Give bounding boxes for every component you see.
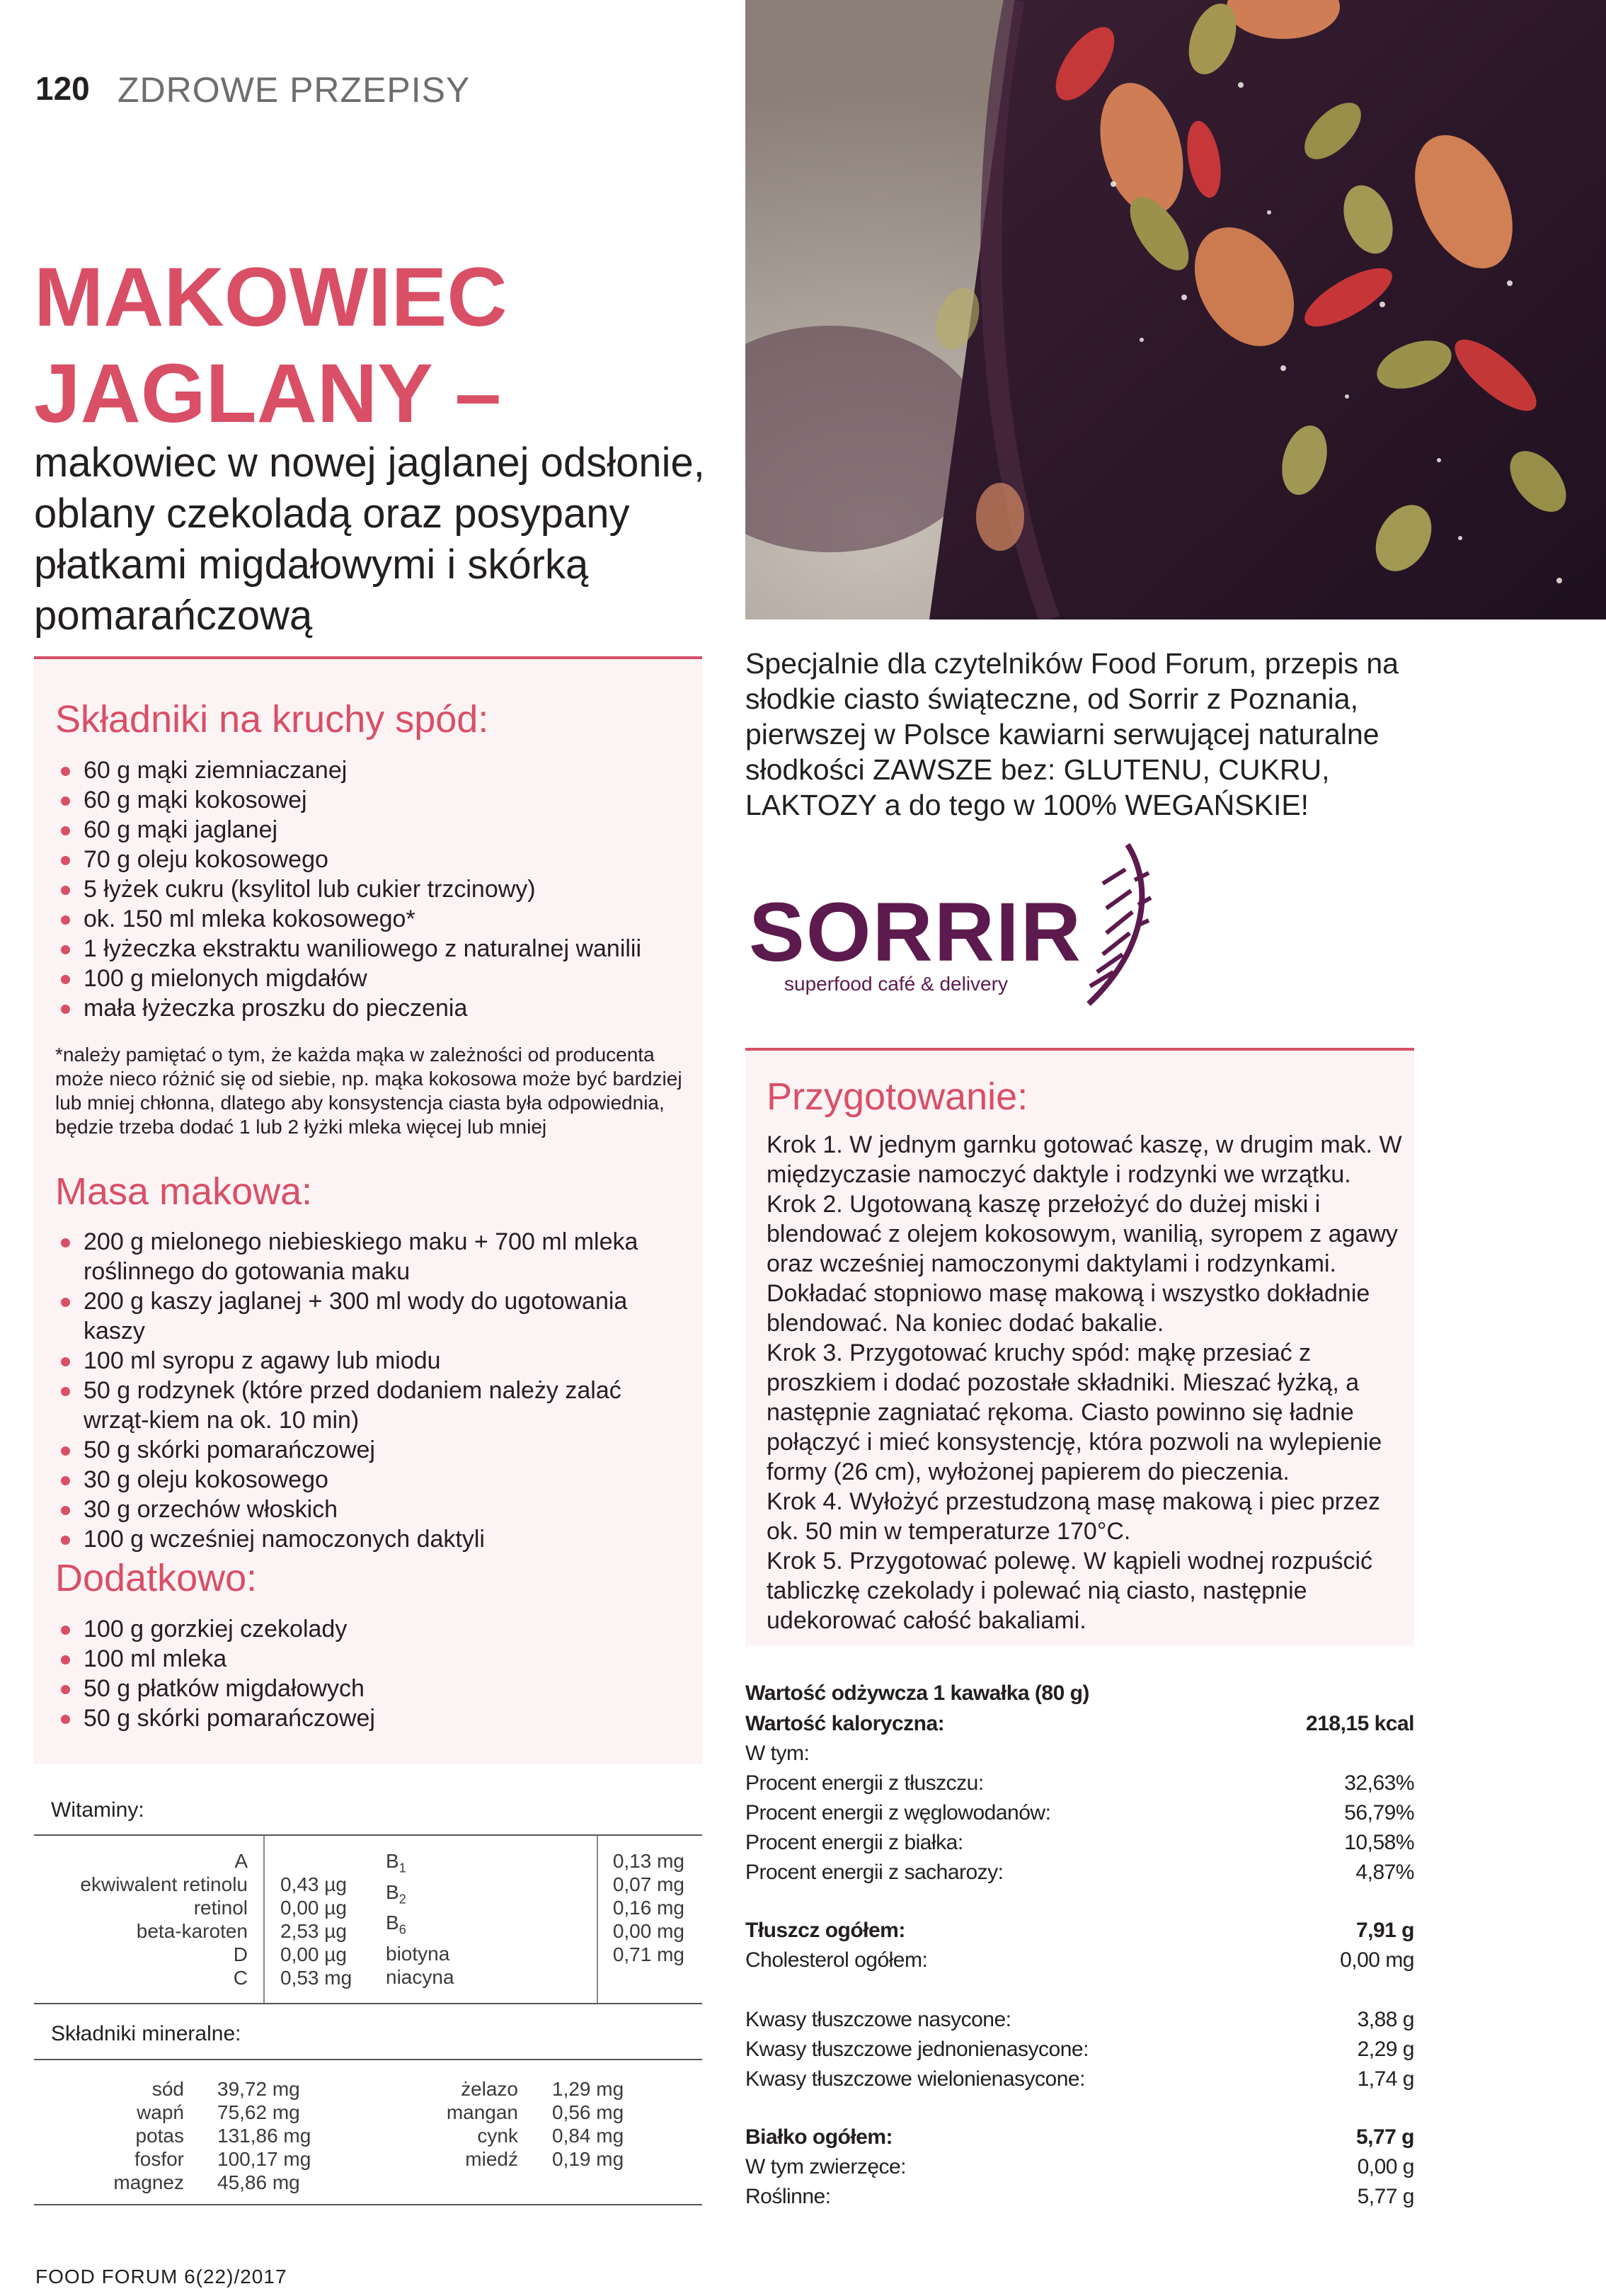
nutrition-row: Procent energii z sacharozy: 4,87% [745, 1861, 1414, 1884]
preparation-steps [767, 1130, 1404, 1635]
base-heading: Składniki na kruchy spód: [55, 698, 489, 741]
title-line-2: JAGLANY – [34, 347, 502, 440]
vitamin-value: 0,16 mg [612, 1897, 684, 1919]
mineral-value: 100,17 mg [217, 2148, 311, 2170]
sorrir-logo [749, 841, 1145, 1004]
list-item: ok. 150 ml mleka kokosowego* [55, 904, 678, 934]
nutrition-row: Procent energii z białka: 10,58% [745, 1831, 1414, 1854]
step-3: Krok 3. Przygotować kruchy spód: mąkę przesiać z proszkiem i dodać pozostałe składniki. Mieszać łyżką, a następnie zagniatać rękoma. Ciasto powinno się ładnie połączyć i mieć konsystencję, która pozwoli na wylepienie formy (26 cm), wyłożonej papierem do pieczenia. [767, 1340, 1382, 1485]
nutrition-row: Kwasy tłuszczowe wielonienasycone: 1,74 g [745, 2067, 1414, 2091]
list-item: 100 g gorzkiej czekolady [55, 1614, 678, 1644]
vitamin-value [280, 1849, 379, 1873]
mineral-value: 45,86 mg [217, 2171, 300, 2193]
vitamin-name: $B_6$ [386, 1912, 406, 1937]
nutrition-row: Białko ogółem: 5,77 g [745, 2125, 1414, 2149]
step-4: Krok 4. Wyłożyć przestudzoną masę makową i piec przez ok. 50 min w temperaturze 170°C. [767, 1488, 1381, 1545]
vitamin-name: biotyna [386, 1942, 450, 1965]
title-line-1: MAKOWIEC [34, 251, 507, 344]
vitamin-values-left [280, 1849, 379, 1989]
nutrition-heading: Wartość odżywcza 1 kawałka (80 g) [745, 1681, 1089, 1705]
poppy-ingredients-list [55, 1227, 692, 1554]
nutrition-row: Cholesterol ogółem: 0,00 mg [745, 1948, 1414, 1972]
vitamin-names-left [34, 1849, 248, 1989]
list-item: 100 g wcześniej namoczonych daktyli [55, 1524, 692, 1554]
mineral-value: 131,86 mg [217, 2125, 311, 2147]
mineral-name: fosfor [134, 2148, 184, 2170]
list-item: mała łyżeczka proszku do pieczenia [55, 993, 678, 1023]
vitamin-name: $B_2$ [386, 1880, 406, 1907]
mineral-name: cynk [477, 2125, 518, 2147]
list-item: 30 g oleju kokosowego [55, 1465, 692, 1495]
vitamin-names-right [386, 1849, 527, 1989]
nutrition-row: Kwasy tłuszczowe jednonienasycone: 2,29 g [745, 2038, 1414, 2061]
nutrition-row: Tłuszcz ogółem: 7,91 g [745, 1919, 1414, 1942]
list-item: 50 g rodzynek (które przed dodaniem należy zalać wrząt-kiem na ok. 10 min) [55, 1376, 692, 1435]
vitamin-value: 0,00 µg [280, 1943, 347, 1965]
nutrition-row: Procent energii z węglowodanów: 56,79% [745, 1801, 1414, 1824]
list-item: 200 g mielonego niebieskiego maku + 700 ml mleka roślinnego do gotowania maku [55, 1227, 692, 1286]
vitamin-value: 0,13 mg [612, 1850, 684, 1872]
intro-text: Specjalnie dla czytelników Food Forum, przepis na słodkie ciasto świąteczne, od Sorrir z Poznania, pierwszej w Polsce kawiarni serwującej naturalne słodkości ZAWSZE bez: GLUTENU, CUKRU, LAKTOZY a do tego w 100% WEGAŃSKIE! [745, 647, 1399, 821]
list-item: 60 g mąki jaglanej [55, 815, 678, 845]
vitamins-rule-top [34, 1834, 702, 1836]
leaf-icon [1046, 841, 1152, 1018]
mineral-names-left [42, 2077, 184, 2194]
minerals-rule-bottom [34, 2204, 702, 2205]
recipe-title [34, 249, 507, 442]
nutrition-row: W tym zwierzęce: 0,00 g [745, 2155, 1414, 2178]
mineral-value: 0,84 mg [552, 2125, 624, 2147]
mineral-values-right [552, 2077, 665, 2171]
vitamin-name: $B_1$ [386, 1850, 406, 1875]
logo-wordmark: SORRIR [749, 886, 1082, 979]
vitamin-name: retinol [193, 1897, 248, 1919]
list-item: 100 g mielonych migdałów [55, 964, 678, 993]
list-item: 5 łyżek cukru (ksylitol lub cukier trzcinowy) [55, 874, 678, 904]
nutrition-row: Kwasy tłuszczowe nasycone: 3,88 g [745, 2008, 1414, 2031]
mineral-name: sód [151, 2078, 184, 2100]
vitamins-rule-bottom [34, 2003, 702, 2004]
mineral-names-right [396, 2077, 518, 2171]
recipe-subtitle: makowiec w nowej jaglanej odsłonie, oblany czekoladą oraz posypany płatkami migdałowymi i skórką pomarańczową [34, 440, 705, 639]
mineral-value: 0,19 mg [552, 2148, 624, 2170]
list-item: 50 g skórki pomarańczowej [55, 1703, 678, 1733]
vitamin-value: 0,53 mg [280, 1967, 352, 1989]
vitamin-name: niacyna [386, 1965, 454, 1988]
mineral-values-left [217, 2077, 359, 2194]
list-item: 50 g płatków migdałowych [55, 1674, 678, 1703]
page-number: 120 [35, 70, 90, 107]
nutrition-row: Procent energii z tłuszczu: 32,63% [745, 1771, 1414, 1795]
minerals-label: Składniki mineralne: [51, 2022, 241, 2045]
step-1: Krok 1. W jednym garnku gotować kaszę, w drugim mak. W międzyczasie namoczyć daktyle i rodzynki we wrzątku. [767, 1131, 1402, 1188]
mineral-name: miedź [465, 2148, 518, 2170]
logo-tagline: superfood café & delivery [784, 973, 1008, 995]
list-item: 60 g mąki ziemniaczanej [55, 755, 678, 785]
vitamin-value: 2,53 µg [280, 1920, 347, 1942]
list-item: 30 g orzechów włoskich [55, 1495, 692, 1524]
section-title: ZDROWE PRZEPISY [117, 70, 471, 110]
mineral-name: mangan [446, 2101, 518, 2123]
vitamins-divider-1 [263, 1836, 265, 2003]
extra-heading: Dodatkowo: [55, 1557, 258, 1599]
vitamin-name: ekwiwalent retinolu [80, 1873, 248, 1895]
nutrition-row: Wartość kaloryczna: 218,15 kcal [745, 1712, 1414, 1735]
vitamin-value: 0,00 mg [612, 1920, 684, 1942]
step-5: Krok 5. Przygotować polewę. W kąpieli wodnej rozpuścić tabliczkę czekolady i polewać nią ciasto, następnie udekorować całość bakaliami. [767, 1548, 1373, 1634]
poppy-heading: Masa makowa: [55, 1170, 313, 1213]
preparation-heading: Przygotowanie: [767, 1075, 1028, 1118]
mineral-name: wapń [137, 2101, 184, 2123]
cake-photo [745, 0, 1606, 619]
mineral-name: żelazo [461, 2078, 518, 2100]
vitamin-name: beta-karoten [136, 1920, 248, 1942]
flour-note: *należy pamiętać o tym, że każda mąka w zależności od producenta może nieco różnić się od siebie, np. mąka kokosowa może być bardziej lub mniej chłonna, dlatego aby konsystencja ciasta była odpowiednia, będzie trzeba dodać 1 lub 2 łyżki mleka więcej lub mniej [55, 1044, 682, 1138]
nutrition-row: W tym: [745, 1742, 810, 1765]
vitamin-name: C [233, 1967, 248, 1989]
vitamin-value: 0,71 mg [612, 1943, 684, 1965]
mineral-name: potas [135, 2125, 184, 2147]
mineral-value: 0,56 mg [552, 2101, 624, 2123]
mineral-value: 75,62 mg [217, 2101, 300, 2123]
footer-issue: FOOD FORUM 6(22)/2017 [35, 2266, 287, 2288]
list-item: 100 ml syropu z agawy lub miodu [55, 1346, 692, 1376]
nutrition-row: Roślinne: 5,77 g [745, 2185, 1414, 2208]
base-ingredients-list [55, 755, 678, 1023]
list-item: 1 łyżeczka ekstraktu waniliowego z naturalnej wanilii [55, 934, 678, 964]
vitamin-value: 0,00 µg [280, 1897, 347, 1919]
list-item: 60 g mąki kokosowej [55, 785, 678, 815]
mineral-value: 39,72 mg [217, 2078, 300, 2100]
list-item: 50 g skórki pomarańczowej [55, 1435, 692, 1465]
vitamin-name: A [234, 1850, 248, 1872]
vitamin-value: 0,07 mg [612, 1873, 684, 1895]
list-item: 70 g oleju kokosowego [55, 845, 678, 874]
list-item: 200 g kaszy jaglanej + 300 ml wody do ugotowania kaszy [55, 1286, 692, 1346]
minerals-rule-top [34, 2059, 702, 2060]
vitamin-value: 0,43 µg [280, 1873, 347, 1895]
list-item: 100 ml mleka [55, 1644, 678, 1674]
cake-photo-image [745, 0, 1606, 619]
mineral-value: 1,29 mg [552, 2078, 624, 2100]
vitamin-name: D [233, 1943, 248, 1965]
mineral-name: magnez [113, 2171, 184, 2193]
vitamin-values-right [598, 1849, 684, 1966]
vitamins-label: Witaminy: [51, 1798, 144, 1822]
step-2: Krok 2. Ugotowaną kaszę przełożyć do dużej miski i blendować z olejem kokosowym, wanilią, syropem z agawy oraz wcześniej namoczonymi daktylami i rodzynkami. Dokładać stopniowo masę makową i wszystko dokładnie blendować. Na koniec dodać bakalie. [767, 1191, 1398, 1337]
extra-ingredients-list [55, 1614, 678, 1733]
